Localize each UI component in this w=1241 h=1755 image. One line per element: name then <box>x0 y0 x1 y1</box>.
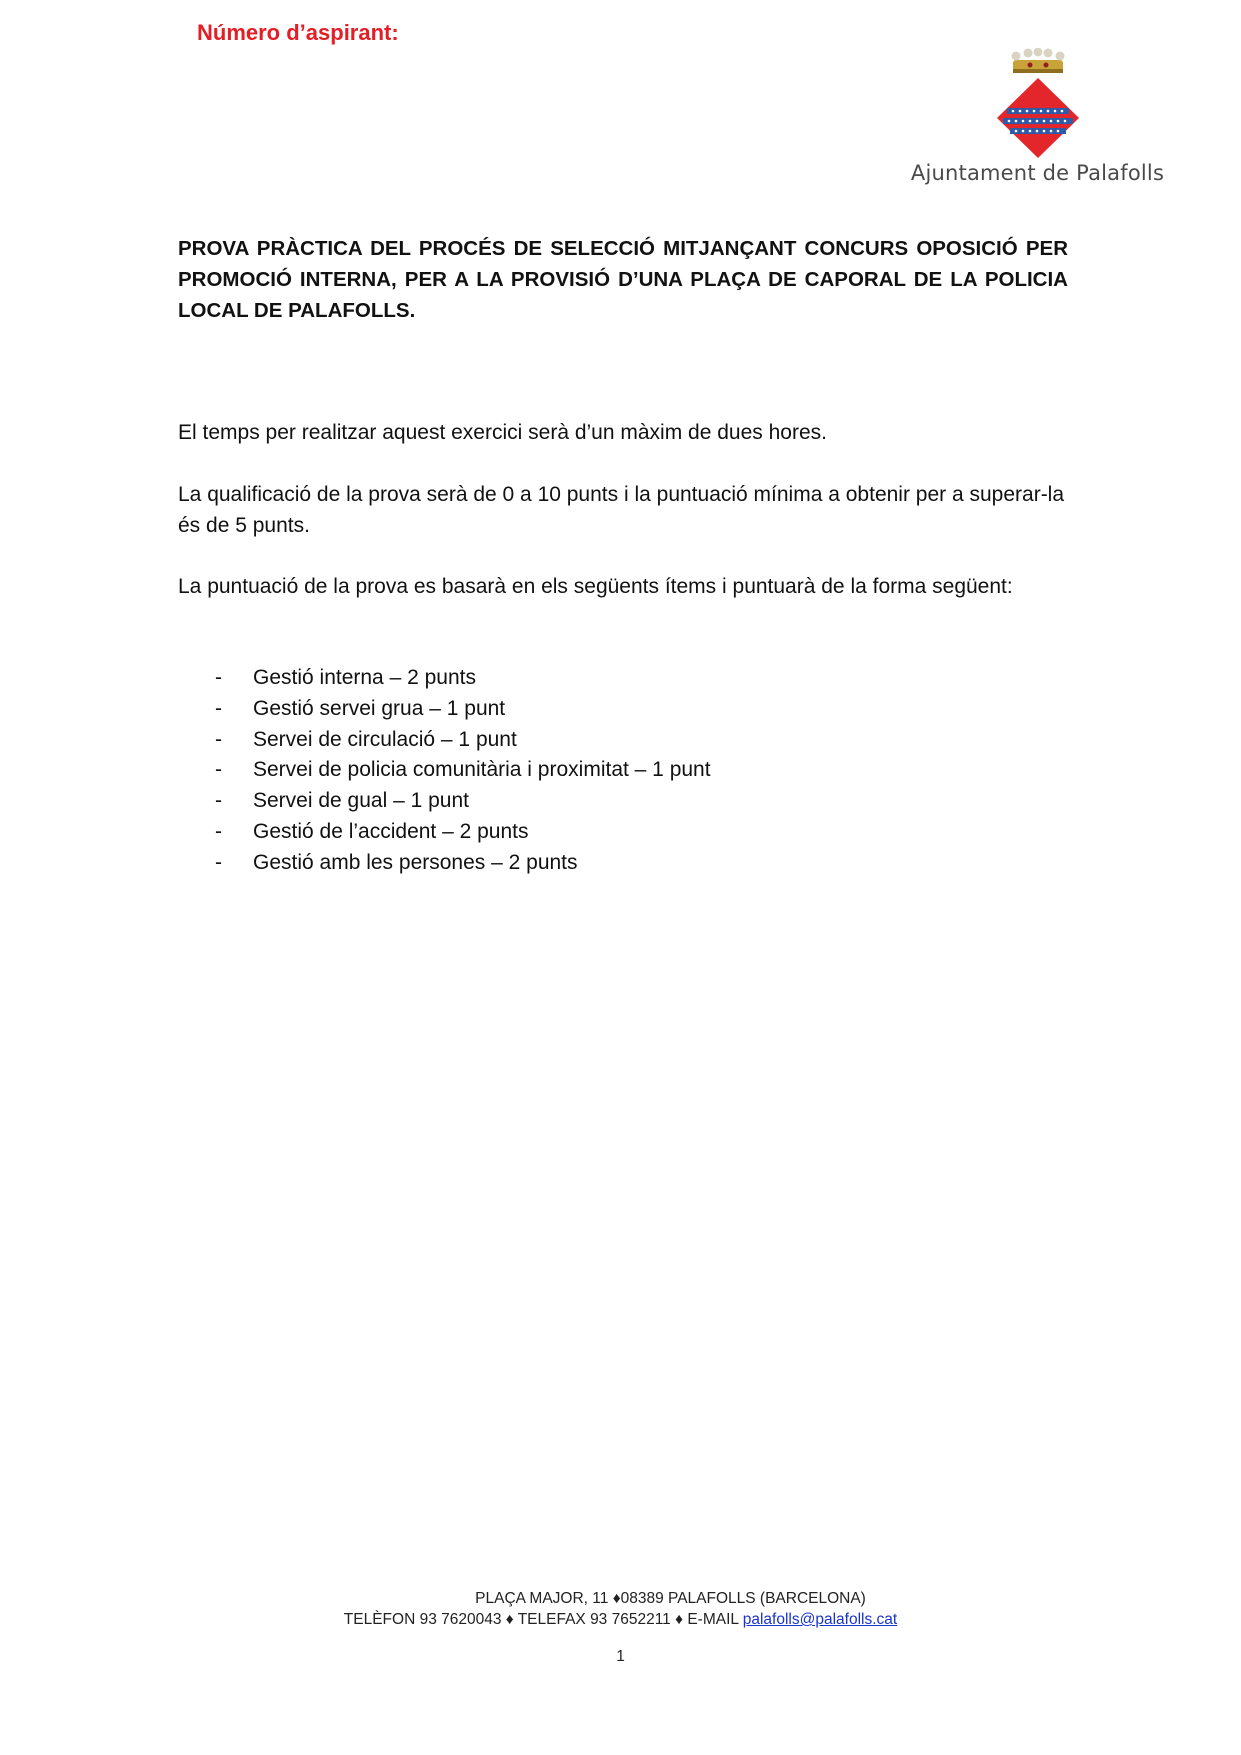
footer-email-link[interactable]: palafolls@palafolls.cat <box>742 1611 898 1628</box>
list-marker: - <box>215 789 222 813</box>
footer-contact-text: TELÈFON 93 7620043 ♦ TELEFAX 93 7652211 ♦ E-MAIL <box>343 1611 739 1628</box>
list-item <box>178 848 711 879</box>
list-marker: - <box>215 696 222 720</box>
list-marker: - <box>215 758 222 782</box>
list-item <box>178 817 711 848</box>
paragraph-grading: La qualificació de la prova serà de 0 a 10 punts i la puntuació mínima a obtenir per a superar-la és de 5 punts. <box>178 483 1065 537</box>
scoring-items-list <box>178 663 711 879</box>
logo-text: Ajuntament de Palafolls <box>910 161 1165 185</box>
list-item <box>178 663 711 694</box>
list-item-text: Gestió interna – 2 punts <box>253 666 476 689</box>
list-marker: - <box>215 850 222 874</box>
page-number: 1 <box>616 1648 625 1665</box>
list-marker: - <box>215 819 222 843</box>
shield-icon <box>997 78 1079 158</box>
list-item <box>178 725 711 756</box>
list-item-text: Servei de circulació – 1 punt <box>253 727 517 751</box>
coat-of-arms-icon <box>980 48 1095 160</box>
list-item-text: Gestió amb les persones – 2 punts <box>253 850 578 874</box>
list-marker: - <box>215 727 222 751</box>
list-item <box>178 786 711 817</box>
list-item-text: Gestió servei grua – 1 punt <box>253 696 506 720</box>
aspirant-number-label: Número d’aspirant: <box>197 20 399 45</box>
paragraph-time: El temps per realitzar aquest exercici serà d’un màxim de dues hores. <box>178 421 827 444</box>
paragraph-scoring: La puntuació de la prova es basarà en els següents ítems i puntuarà de la forma següent: <box>178 575 1013 598</box>
municipal-logo <box>905 48 1170 193</box>
list-item-text: Servei de policia comunitària i proximitat – 1 punt <box>253 758 711 782</box>
footer-contact <box>0 1611 1241 1629</box>
list-item-text: Gestió de l’accident – 2 punts <box>253 819 529 843</box>
list-marker: - <box>215 666 222 689</box>
footer-address: PLAÇA MAJOR, 11 ♦08389 PALAFOLLS (BARCELONA) <box>475 1590 866 1607</box>
crown-icon <box>1012 48 1065 73</box>
list-item-text: Servei de gual – 1 punt <box>253 789 469 813</box>
list-item <box>178 694 711 725</box>
list-item <box>178 755 711 786</box>
document-title: PROVA PRÀCTICA DEL PROCÉS DE SELECCIÓ MITJANÇANT CONCURS OPOSICIÓ PER PROMOCIÓ INTERNA, PER A LA PROVISIÓ D’UNA PLAÇA DE CAPORAL DE LA POLICIA LOCAL DE PALAFOLLS. <box>178 237 1068 322</box>
